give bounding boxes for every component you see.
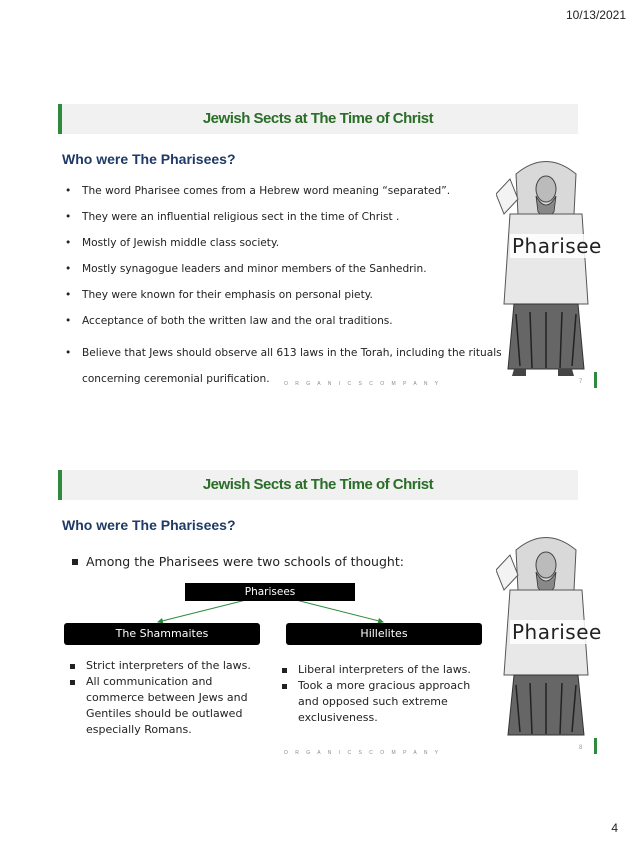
pharisees-root-node: Pharisees [185, 583, 355, 601]
pharisee-label: Pharisee [512, 234, 602, 258]
bullet-dot: • [65, 263, 72, 275]
list-item: Strict interpreters of the laws. [68, 658, 268, 674]
footer-brand: O R G A N I C S C O M P A N Y [284, 381, 442, 387]
list-item: • They were an influential religious sect in the time of Christ . [65, 211, 400, 223]
list-item: • Believe that Jews should observe all 613 laws in the Torah, including the rituals concerning ceremonial purification. [62, 340, 502, 384]
slide-number: 8 [579, 745, 583, 751]
hillelites-node: Hillelites [286, 623, 482, 645]
bullet-dot: • [65, 185, 72, 197]
print-date: 10/13/2021 [565, 8, 626, 22]
list-item: • The word Pharisee comes from a Hebrew word meaning “separated”. [65, 185, 451, 197]
square-bullet-icon [282, 684, 287, 689]
pharisee-label: Pharisee [512, 620, 602, 644]
list-item: Took a more gracious approach and opposed such extreme exclusiveness. [280, 678, 480, 726]
list-item: • Acceptance of both the written law and the oral traditions. [65, 315, 393, 327]
slide-title: Jewish Sects at The Time of Christ [202, 110, 434, 127]
bullet-dot: • [65, 237, 72, 249]
bullet-dot: • [65, 315, 72, 327]
bullet-list [62, 184, 502, 384]
page-number: 4 [611, 821, 618, 835]
slide-number: 7 [579, 379, 583, 385]
footer-brand: O R G A N I C S C O M P A N Y [284, 750, 442, 756]
bullet-dot: • [65, 289, 72, 301]
slide-subtitle: Who were The Pharisees? [62, 517, 236, 533]
bullet-dot: • [65, 347, 72, 359]
pharisee-illustration [496, 154, 596, 382]
list-item: Liberal interpreters of the laws. [280, 662, 480, 678]
slide-title: Jewish Sects at The Time of Christ [202, 476, 434, 493]
list-item: • Mostly synagogue leaders and minor members of the Sanhedrin. [65, 263, 427, 275]
slide-subtitle: Who were The Pharisees? [62, 151, 236, 167]
square-bullet-icon [70, 680, 75, 685]
intro-text: Among the Pharisees were two schools of thought: [72, 554, 404, 569]
shammaites-points [68, 658, 268, 738]
square-bullet-icon [282, 668, 287, 673]
shammaites-node: The Shammaites [64, 623, 260, 645]
list-item: All communication and commerce between Jews and Gentiles should be outlawed especially Romans. [68, 674, 268, 738]
list-item: • They were known for their emphasis on personal piety. [65, 289, 373, 301]
bullet-dot: • [65, 211, 72, 223]
slide-2 [58, 470, 638, 770]
list-item: • Mostly of Jewish middle class society. [65, 237, 280, 249]
hillelites-points [280, 662, 480, 726]
square-bullet-icon [70, 664, 75, 669]
slide-1 [58, 104, 638, 394]
